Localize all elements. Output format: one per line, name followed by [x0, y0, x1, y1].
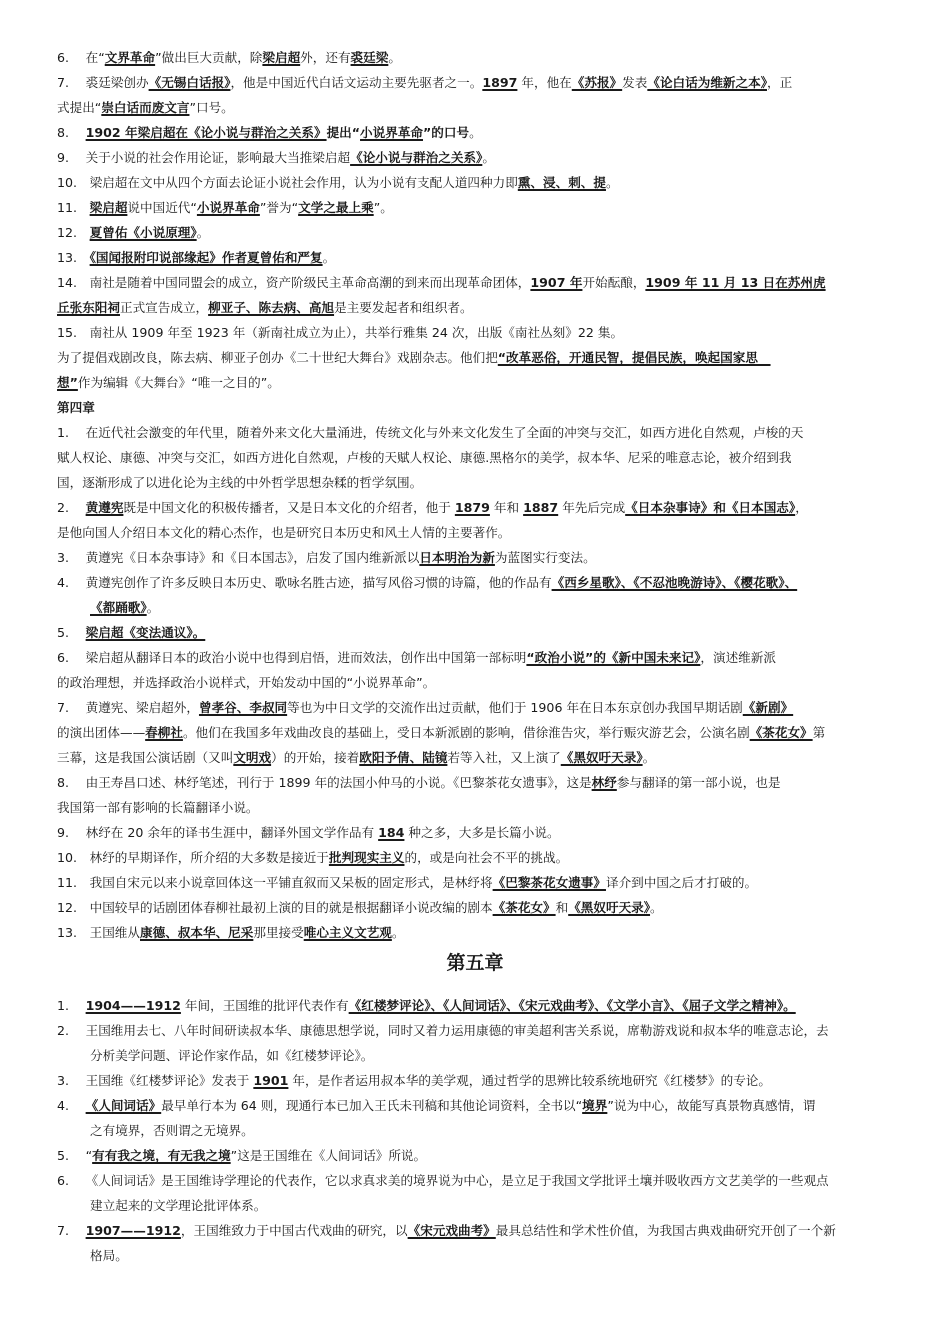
- text-line: [57, 1095, 815, 1114]
- text-line: [57, 547, 596, 566]
- text-line: [90, 1045, 373, 1064]
- text-segment: 开始酝酿，: [582, 275, 646, 290]
- text-segment: 9. 关于小说的社会作用论证，影响最大当推梁启超: [57, 150, 351, 165]
- emphasized-text: 184: [378, 825, 405, 840]
- text-line: [90, 597, 159, 616]
- text-segment: 3. 王国维《红楼梦评论》发表于: [57, 1073, 254, 1088]
- text-segment: 。: [482, 150, 495, 165]
- emphasized-text: 崇白话而废文言: [101, 100, 190, 115]
- text-line: [90, 1120, 254, 1139]
- text-segment: 。: [605, 175, 619, 190]
- emphasized-text: 1904——1912: [85, 998, 181, 1013]
- text-segment: 12.: [57, 225, 90, 240]
- text-line: [57, 797, 259, 816]
- text-line: [57, 672, 435, 691]
- text-segment: 式提出“: [57, 100, 102, 115]
- emphasized-text: 丘张东阳祠: [57, 300, 120, 315]
- text-line: [57, 697, 793, 716]
- text-segment: 。: [469, 125, 482, 140]
- text-line: [57, 922, 404, 941]
- text-segment: 作为编辑《大舞台》“唯一之目的”。: [77, 375, 280, 390]
- emphasized-text: 1897: [482, 75, 518, 90]
- emphasized-text: 《论小说与群治之关系》: [350, 150, 483, 165]
- text-segment: 11. 我国自宋元以来小说章回体这一平铺直叙而又呆板的固定形式，是林纾将: [57, 875, 493, 890]
- emphasized-text: 《西乡星歌》、《不忍池晚游诗》、《樱花歌》、: [551, 575, 798, 590]
- text-segment: 。: [196, 225, 210, 240]
- text-line: [57, 372, 280, 391]
- text-segment: ，演述维新派: [700, 650, 776, 665]
- text-line: [57, 497, 808, 516]
- emphasized-text: ”的口号: [423, 125, 470, 140]
- text-segment: 1. 在近代社会激变的年代里，随着外来文化大量涌进，传统文化与外来文化发生了全面的冲突与交汇，如西方进化自然观，卢梭的天: [57, 425, 804, 440]
- text-segment: 等也为中日文学的交流作出过贡献，他们于 1906 年在日本东京创办我国早期话剧: [287, 700, 743, 715]
- text-line: [57, 147, 495, 166]
- text-segment: 2. 王国维用去七、八年时间研读叔本华、康德思想学说，同时又着力运用康德的审美超利害关系说，席勒游戏说和叔本华的唯意志论，去: [57, 1023, 829, 1038]
- text-segment: 。: [650, 900, 663, 915]
- text-line: [57, 422, 803, 441]
- text-segment: 最早单行本为 64 则，现通行本已加入王氏未刊稿和其他论词资料，全书以“: [161, 1098, 583, 1113]
- text-segment: 的演出团体——: [57, 725, 146, 740]
- text-segment: 6. 在“: [57, 50, 105, 65]
- text-line: [57, 347, 771, 366]
- text-line: [90, 1245, 128, 1264]
- text-segment: 译介到中国之后才打破的。: [605, 875, 758, 890]
- text-line: [57, 647, 776, 666]
- emphasized-text: 夏曾佑《小说原理》: [89, 225, 197, 240]
- text-segment: ，正: [766, 75, 793, 90]
- text-line: [57, 97, 234, 116]
- text-segment: ”做出巨大贡献，除: [155, 50, 263, 65]
- emphasized-text: 想”: [57, 375, 78, 390]
- text-segment: ”。: [373, 200, 393, 215]
- text-line: [57, 822, 560, 841]
- text-line: [57, 197, 393, 216]
- text-line: [57, 1020, 829, 1039]
- text-segment: 格局。: [90, 1248, 128, 1263]
- text-segment: 11.: [57, 200, 90, 215]
- emphasized-text: 《黑奴吁天录》: [560, 750, 643, 765]
- text-segment: 既是中国文化的积极传播者，又是日本文化的介绍者，他于: [123, 500, 455, 515]
- emphasized-text: 《宋元戏曲考》: [407, 1223, 496, 1238]
- text-segment: 种之多，大多是长篇小说。: [404, 825, 560, 840]
- emphasized-text: 提出“: [326, 125, 361, 140]
- text-line: [57, 47, 401, 66]
- emphasized-text: 《苏报》: [571, 75, 623, 90]
- emphasized-text: 《人间词话》: [85, 1098, 162, 1113]
- text-segment: 是主要发起者和组织者。: [334, 300, 473, 315]
- text-segment: 。: [391, 925, 405, 940]
- emphasized-text: “政治小说”的《新中国未来记》: [526, 650, 701, 665]
- emphasized-text: 《国闻报附印说部缘起》作者夏曾佑和严复: [89, 250, 323, 265]
- text-segment: ”说为中心，故能写真景物真感情，谓: [607, 1098, 816, 1113]
- text-line: [57, 522, 510, 541]
- emphasized-text: 1907 年: [530, 275, 583, 290]
- emphasized-text: 黄遵宪: [85, 500, 124, 515]
- text-segment: 。: [642, 750, 656, 765]
- emphasized-text: 文界革命: [104, 50, 156, 65]
- text-segment: 8.: [57, 125, 86, 140]
- text-line: [57, 72, 792, 91]
- text-segment: ”誉为“: [259, 200, 299, 215]
- text-segment: ）的开始，接着: [271, 750, 360, 765]
- text-segment: 7. 裘廷梁创办: [57, 75, 149, 90]
- text-segment: 14. 南社是随着中国同盟会的成立，资产阶级民主革命高潮的到来而出现革命团体，: [57, 275, 531, 290]
- text-segment: 13.: [57, 250, 90, 265]
- text-segment: ，: [795, 500, 808, 515]
- text-segment: 为蓝图实行变法。: [494, 550, 596, 565]
- text-segment: 10. 梁启超在文中从四个方面去论证小说社会作用，认为小说有支配人道四种力即: [57, 175, 518, 190]
- emphasized-text: 柳亚子、陈去病、高旭: [208, 300, 335, 315]
- text-segment: 2.: [57, 500, 86, 515]
- text-segment: 9. 林纾在 20 余年的译书生涯中，翻译外国文学作品有: [57, 825, 379, 840]
- emphasized-text: 《无锡白话报》: [148, 75, 231, 90]
- emphasized-text: 日本明治为新: [419, 550, 495, 565]
- text-segment: 年间，王国维的批评代表作有: [180, 998, 349, 1013]
- text-line: [57, 322, 623, 341]
- text-segment: 最具总结性和学术性价值，为我国古典戏曲研究开创了一个新: [495, 1223, 836, 1238]
- text-line: [57, 222, 209, 241]
- text-segment: 8. 由王寿昌口述、林纾笔述，刊行于 1899 年的法国小仲马的小说。《巴黎茶花女遗事》，这是: [57, 775, 592, 790]
- text-line: [57, 172, 619, 191]
- emphasized-text: 1902 年梁启超在《论小说与群治之关系》: [85, 125, 327, 140]
- emphasized-text: 林纾: [591, 775, 617, 790]
- text-segment: 3. 黄遵宪《日本杂事诗》和《日本国志》，启发了国内维新派以: [57, 550, 420, 565]
- text-segment: ，王国维致力于中国古代戏曲的研究，以: [180, 1223, 408, 1238]
- text-line: [57, 122, 482, 141]
- emphasized-text: 小说界革命: [360, 125, 423, 140]
- text-segment: 之有境界，否则谓之无境界。: [90, 1123, 254, 1138]
- emphasized-text: 曾孝谷、李叔同: [198, 700, 288, 715]
- emphasized-text: 梁启超: [89, 200, 128, 215]
- emphasized-text: 1887: [523, 500, 559, 515]
- text-segment: 年，是作者运用叔本华的美学观，通过哲学的思辨比较系统地研究《红楼梦》的专论。: [288, 1073, 771, 1088]
- text-line: [57, 772, 781, 791]
- text-line: [57, 872, 757, 891]
- text-segment: 年和: [489, 500, 524, 515]
- text-line: [57, 1145, 426, 1164]
- emphasized-text: 文学之最上乘: [298, 200, 374, 215]
- emphasized-text: 《红楼梦评论》、《人间词话》、《宋元戏曲考》、《文学小言》、《屈子文学之精神》。: [348, 998, 796, 1013]
- text-segment: 为了提倡戏剧改良，陈去病、柳亚子创办《二十世纪大舞台》戏剧杂志。他们把: [57, 350, 498, 365]
- text-segment: ”这是王国维在《人间词话》所说。: [230, 1148, 427, 1163]
- text-segment: 发表: [622, 75, 648, 90]
- text-line: [57, 995, 796, 1014]
- text-segment: ”口号。: [189, 100, 234, 115]
- text-segment: 和: [555, 900, 569, 915]
- text-segment: 正式宣告成立，: [119, 300, 209, 315]
- emphasized-text: 裘廷梁: [350, 50, 389, 65]
- text-segment: 6. 梁启超从翻译日本的政治小说中也得到启悟，进而效法，创作出中国第一部标明: [57, 650, 527, 665]
- emphasized-text: 《论白话为维新之本》: [647, 75, 767, 90]
- text-line: [57, 247, 335, 266]
- text-segment: 7.: [57, 1223, 86, 1238]
- emphasized-text: “改革恶俗，开通民智，提倡民族，唤起国家思: [497, 350, 771, 365]
- text-line: [57, 747, 655, 766]
- emphasized-text: 《日本杂事诗》和《日本国志》: [625, 500, 796, 515]
- text-segment: 是他向国人介绍日本文化的精心杰作，也是研究日本历史和风土人情的主要著作。: [57, 525, 511, 540]
- text-segment: 的政治理想，并选择政治小说样式，开始发动中国的“小说界革命”。: [57, 675, 436, 690]
- text-segment: 4.: [57, 1098, 86, 1113]
- text-segment: 外，还有: [300, 50, 351, 65]
- text-segment: 5. “: [57, 1148, 93, 1163]
- text-line: [57, 297, 473, 316]
- emphasized-text: 春柳社: [145, 725, 183, 740]
- text-segment: 4. 黄遵宪创作了许多反映日本历史、歌咏名胜古迹，描写风俗习惯的诗篇，他的作品有: [57, 575, 552, 590]
- text-segment: 分析美学问题、评论作家作品，如《红楼梦评论》。: [90, 1048, 374, 1063]
- chapter-5-heading: 第五章: [446, 952, 504, 974]
- emphasized-text: 熏、浸、刺、提: [517, 175, 606, 190]
- text-line: [57, 722, 825, 741]
- emphasized-text: 境界: [582, 1098, 608, 1113]
- emphasized-text: 《黑奴吁天录》: [568, 900, 651, 915]
- text-line: [57, 1220, 836, 1239]
- text-segment: 。: [388, 50, 401, 65]
- emphasized-text: 《都踊歌》: [90, 600, 147, 615]
- text-segment: 年，他在: [517, 75, 572, 90]
- emphasized-text: 1901: [253, 1073, 289, 1088]
- emphasized-text: 《新剧》: [742, 700, 794, 715]
- text-segment: 国，逐渐形成了以进化论为主线的中外哲学思想杂糅的哲学氛围。: [57, 475, 423, 490]
- text-line: [57, 897, 663, 916]
- emphasized-text: 欧阳予倩、陆镜: [359, 750, 448, 765]
- emphasized-text: 1909 年 11 月 13 日在苏州虎: [645, 275, 826, 290]
- text-segment: 12. 中国较早的话剧团体春柳社最初上演的目的就是根据翻译小说改编的剧本: [57, 900, 493, 915]
- text-line: [57, 847, 568, 866]
- text-line: [57, 1070, 771, 1089]
- emphasized-text: 《巴黎茶花女遗事》: [492, 875, 606, 890]
- emphasized-text: 《茶花女》: [749, 725, 813, 740]
- text-line: [57, 572, 797, 591]
- text-segment: 。: [322, 250, 336, 265]
- text-segment: 13. 王国维从: [57, 925, 140, 940]
- text-line: [90, 1195, 266, 1214]
- emphasized-text: 1907——1912: [85, 1223, 181, 1238]
- text-segment: 6. 《人间词话》是王国维诗学理论的代表作，它以求真求美的境界说为中心，是立足于我国文学批评土壤并吸收西方文艺美学的一些观点: [57, 1173, 829, 1188]
- text-segment: 我国第一部有影响的长篇翻译小说。: [57, 800, 259, 815]
- emphasized-text: 唯心主义文艺观: [303, 925, 392, 940]
- text-segment: 的，或是向社会不平的挑战。: [404, 850, 569, 865]
- text-segment: 赋人权论、康德、冲突与交汇，如西方进化自然观，卢梭的天赋人权论、康德.黑格尔的美学，叔本华、尼采的唯意志论，被介绍到我: [57, 450, 792, 465]
- emphasized-text: 文明戏: [233, 750, 272, 765]
- text-segment: 5.: [57, 625, 86, 640]
- emphasized-text: 《茶花女》: [492, 900, 556, 915]
- text-segment: ，他是中国近代白话文运动主要先驱者之一。: [230, 75, 483, 90]
- text-segment: 参与翻译的第一部小说，也是: [616, 775, 781, 790]
- text-line: [57, 472, 422, 491]
- text-line: [57, 397, 95, 416]
- text-line: [57, 272, 826, 291]
- text-segment: 那里接受: [253, 925, 304, 940]
- text-segment: 说中国近代“: [127, 200, 197, 215]
- text-line: [57, 447, 791, 466]
- emphasized-text: 有有我之境，有无我之境: [92, 1148, 231, 1163]
- text-segment: 三幕，这是我国公演话剧（又叫: [57, 750, 234, 765]
- emphasized-text: 康德、叔本华、尼采: [140, 925, 254, 940]
- text-line: [57, 1170, 829, 1189]
- emphasized-text: 梁启超《变法通议》。: [85, 625, 206, 640]
- text-segment: 15. 南社从 1909 年至 1923 年（新南社成立为止），共举行雅集 24 次，出版《南社丛刻》22 集。: [57, 325, 624, 340]
- emphasized-text: 1879: [454, 500, 490, 515]
- emphasized-text: 第四章: [57, 400, 95, 415]
- emphasized-text: 小说界革命: [196, 200, 260, 215]
- emphasized-text: 批判现实主义: [328, 850, 405, 865]
- emphasized-text: 梁启超: [262, 50, 301, 65]
- text-segment: 。: [146, 600, 160, 615]
- text-segment: 建立起来的文学理论批评体系。: [90, 1198, 267, 1213]
- text-segment: 。他们在我国多年戏曲改良的基础上，受日本新派剧的影响，借徐淮告灾，举行赈灾游艺会，公演名剧: [182, 725, 750, 740]
- text-segment: 第: [812, 725, 826, 740]
- text-segment: 1.: [57, 998, 86, 1013]
- text-segment: 10. 林纾的早期译作，所介绍的大多数是接近于: [57, 850, 329, 865]
- text-segment: 若等入社，又上演了: [447, 750, 561, 765]
- text-line: [57, 622, 205, 641]
- text-segment: 年先后完成: [558, 500, 626, 515]
- text-segment: 7. 黄遵宪、梁启超外，: [57, 700, 199, 715]
